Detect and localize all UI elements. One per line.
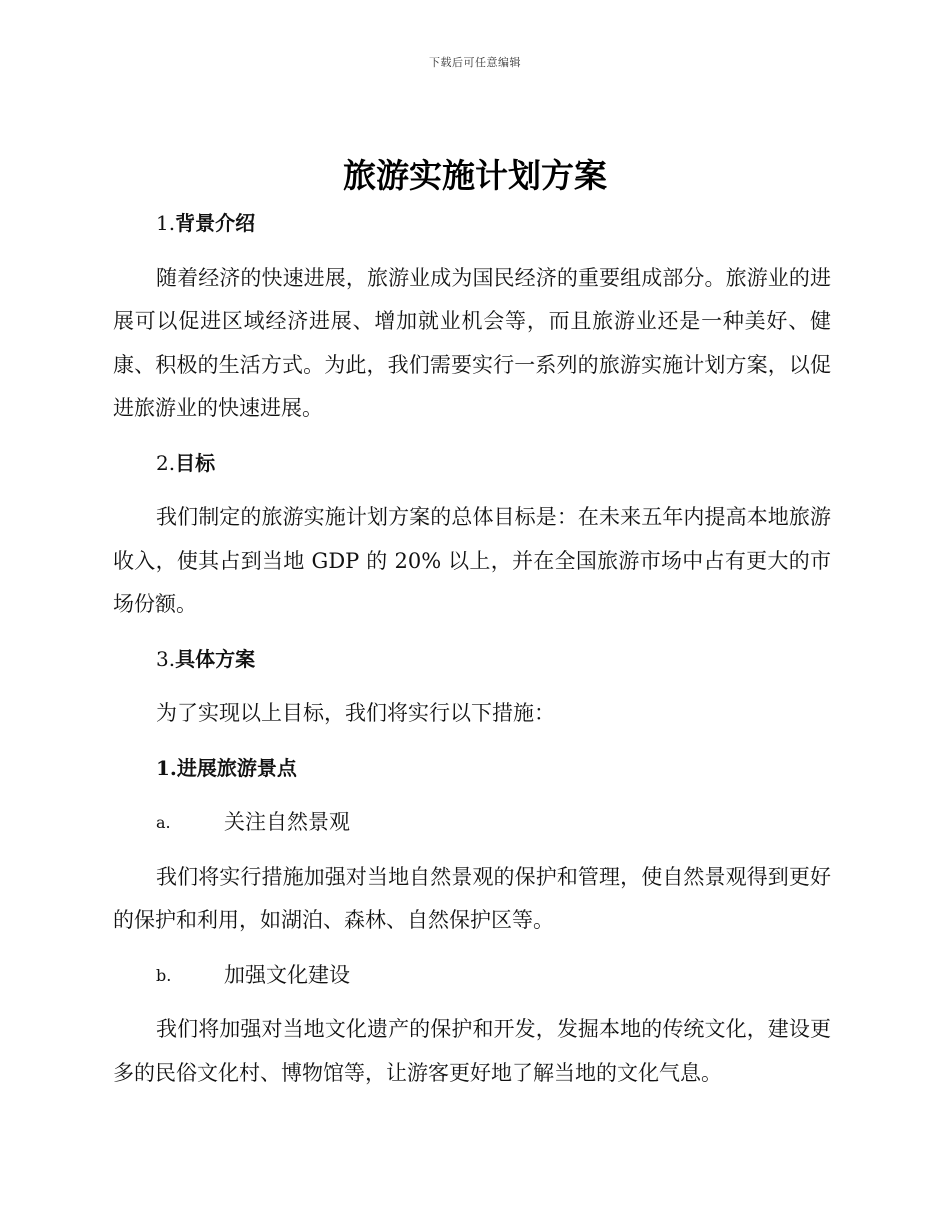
- section-title: 目标: [175, 450, 216, 475]
- header-note: 下载后可任意编辑: [429, 56, 521, 69]
- paragraph-culture: 我们将加强对当地文化遗产的保护和开发，发掘本地的传统文化，建设更多的民俗文化村、博物馆等，让游客更好地了解当地的文化气息。: [113, 1017, 831, 1085]
- paragraph-plan: 为了实现以上目标，我们将实行以下措施：: [156, 701, 555, 725]
- document-body: [113, 202, 831, 1095]
- list-label: 加强文化建设: [224, 962, 350, 987]
- list-label: 关注自然景观: [224, 810, 350, 834]
- section-title: 具体方案: [175, 646, 256, 671]
- section-heading-background: [113, 202, 831, 246]
- subsection-title: 进展旅游景点: [176, 755, 297, 780]
- list-item-culture: [113, 954, 831, 998]
- section-number: 3.: [156, 646, 176, 671]
- paragraph-nature: 我们将实行措施加强对当地自然景观的保护和管理，使自然景观得到更好的保护和利用，如湖泊、森林、自然保护区等。: [113, 864, 831, 932]
- section-heading-goal: [113, 442, 831, 486]
- paragraph-background: 随着经济的快速进展，旅游业成为国民经济的重要组成部分。旅游业的进展可以促进区域经济进展、增加就业机会等，而且旅游业还是一种美好、健康、积极的生活方式。为此，我们需要实行一系列的旅游实施计划方案，以促进旅游业的快速进展。: [113, 265, 831, 420]
- list-marker: a.: [156, 813, 171, 832]
- list-marker: b.: [156, 965, 172, 985]
- subsection-heading: [113, 747, 831, 791]
- list-item-nature: [113, 801, 831, 845]
- subsection-number: 1.: [156, 755, 177, 780]
- section-number: 1.: [156, 211, 176, 235]
- section-title: 背景介绍: [175, 211, 256, 235]
- paragraph-goal: 我们制定的旅游实施计划方案的总体目标是：在未来五年内提高本地旅游收入，使其占到当地 GDP 的 20% 以上，并在全国旅游市场中占有更大的市场份额。: [113, 505, 831, 616]
- section-number: 2.: [156, 450, 176, 475]
- document-title: 旅游实施计划方案: [343, 156, 607, 195]
- section-heading-plan: [113, 638, 831, 682]
